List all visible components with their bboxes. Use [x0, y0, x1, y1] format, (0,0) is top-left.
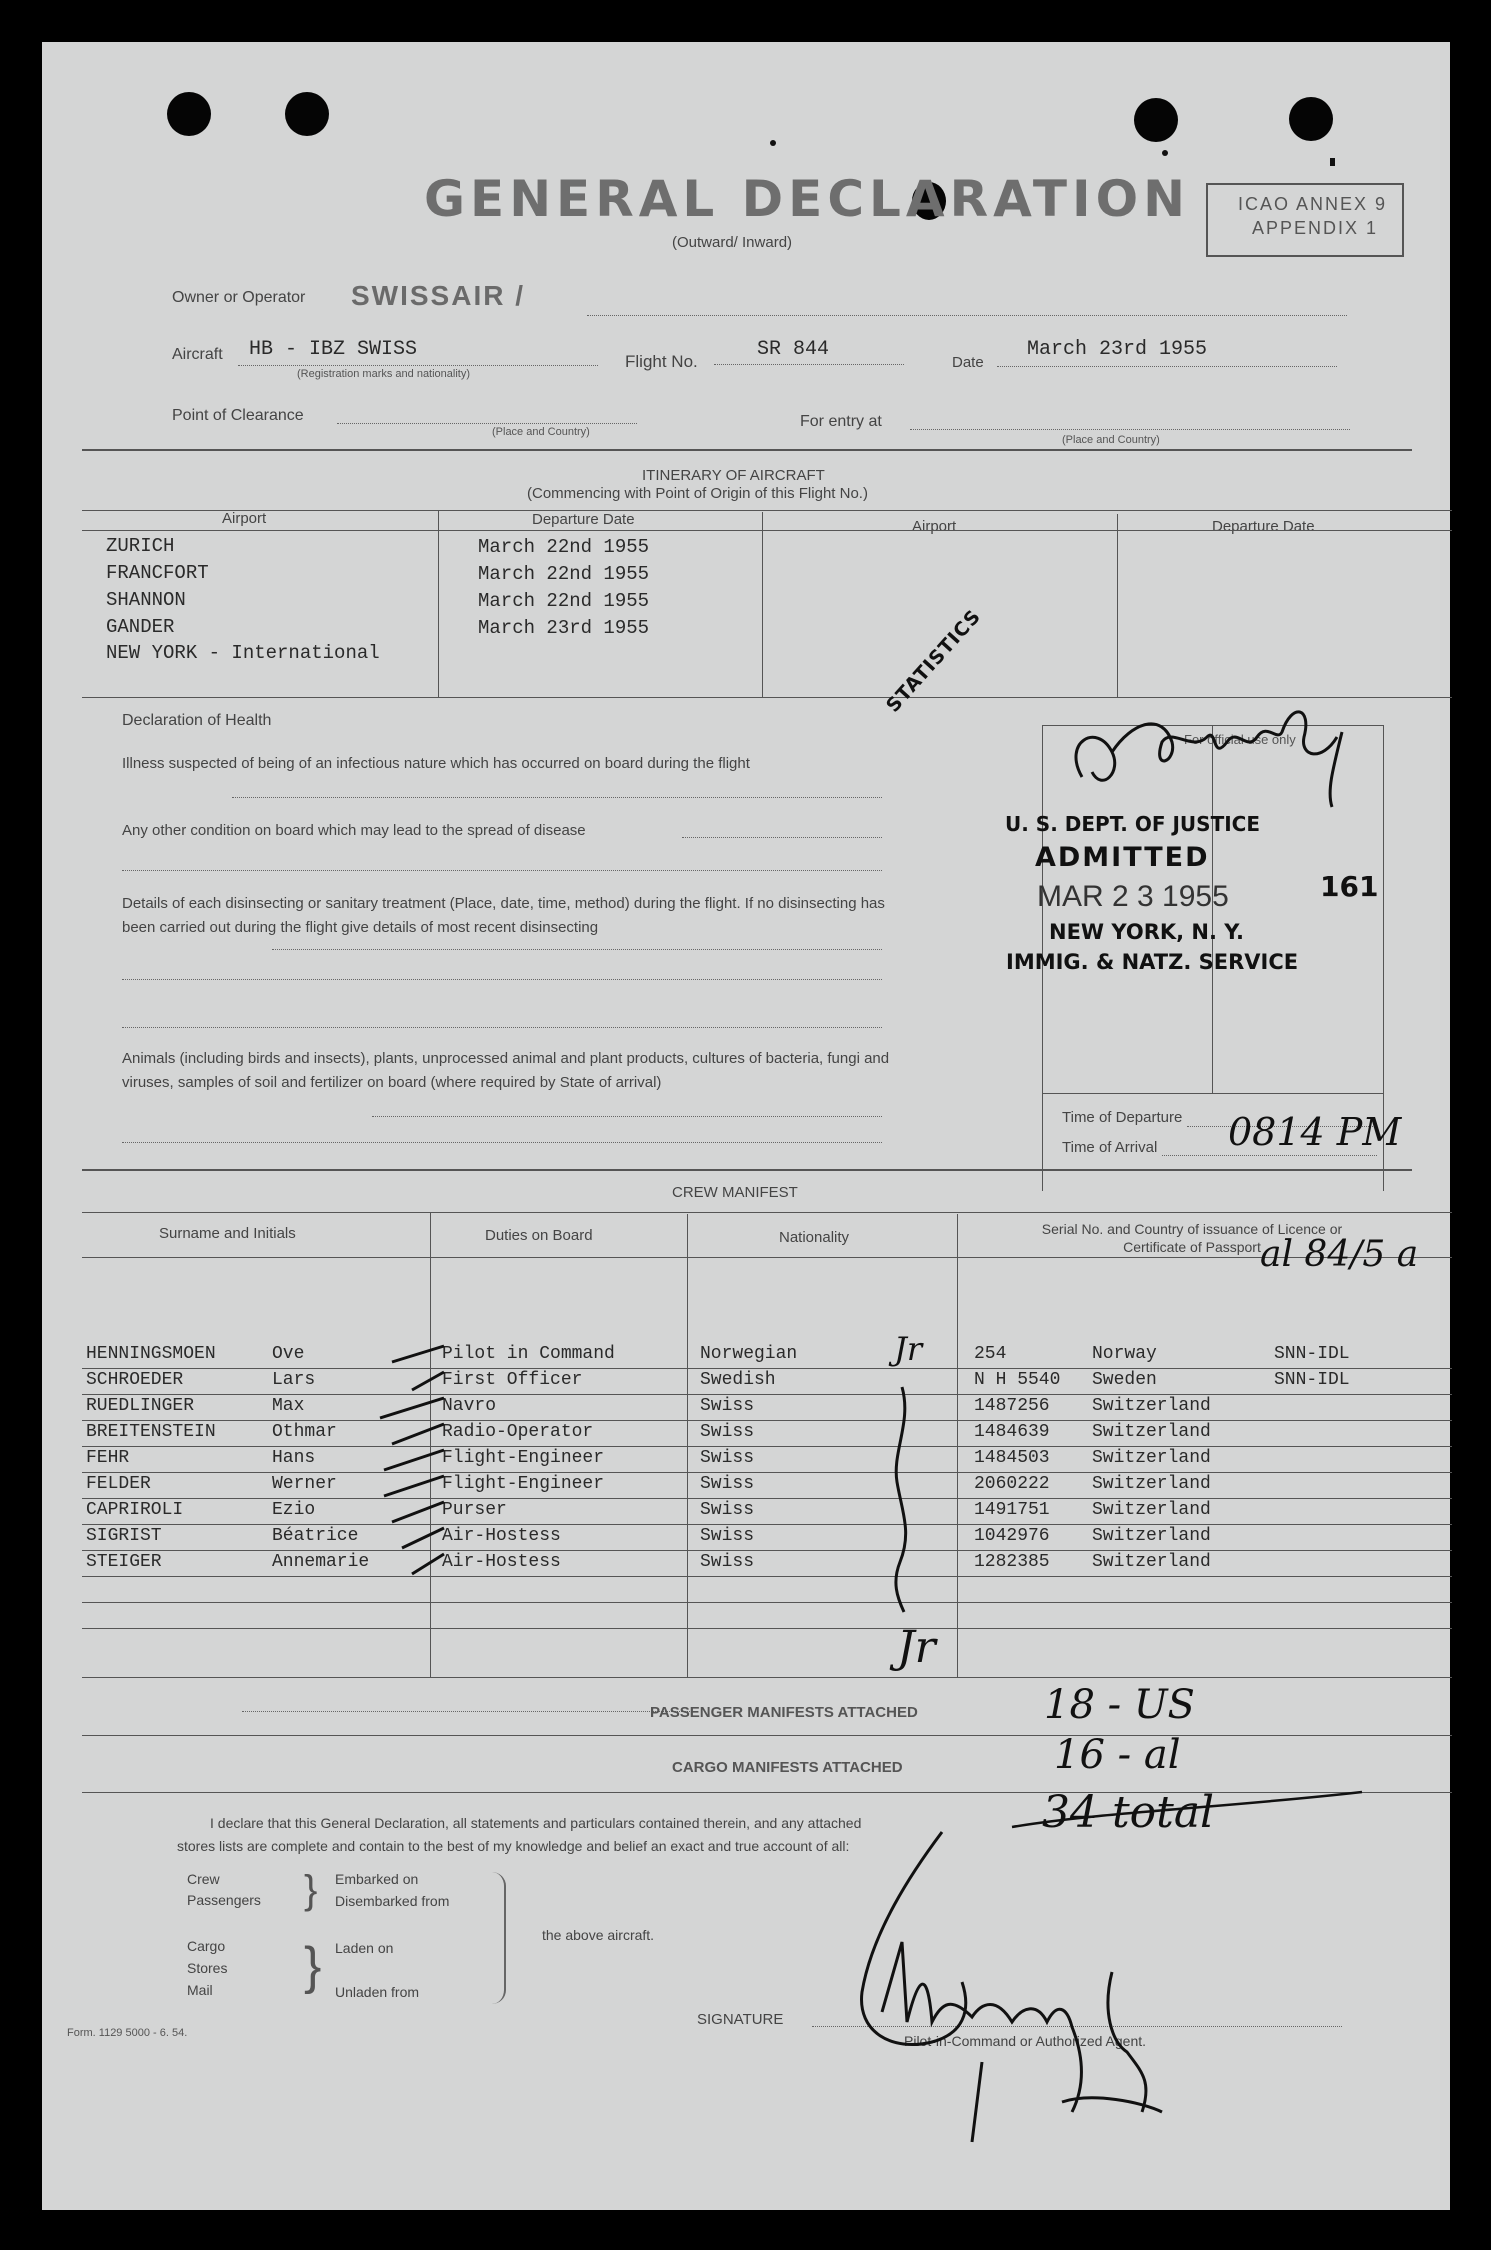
crew-row: [42, 1344, 1450, 1370]
itin-header-date: Departure Date: [532, 511, 635, 528]
admitted-date: MAR 2 3 1955: [1037, 880, 1229, 913]
itinerary-title: ITINERARY OF AIRCRAFT: [642, 467, 825, 484]
crew-country: Switzerland: [1092, 1552, 1211, 1572]
itin-header-date2: Departure Date: [1212, 518, 1315, 535]
crew-surname: CAPRIROLI: [86, 1500, 184, 1520]
itin-header-airport: Airport: [222, 510, 267, 527]
entry-label: For entry at: [800, 413, 882, 430]
health-title: Declaration of Health: [122, 712, 272, 729]
crew-nationality: Swiss: [700, 1500, 755, 1520]
crew-duty: Navro: [442, 1396, 497, 1416]
crew-country: Sweden: [1092, 1370, 1157, 1390]
passenger-manifests-label: PASSENGER MANIFESTS ATTACHED: [650, 1704, 918, 1721]
total-scribble: [1002, 1782, 1372, 1852]
crew-given: Hans: [272, 1448, 316, 1468]
decl-unladen: Unladen from: [335, 1984, 420, 2000]
serial-handwritten-note: al 84/5 a: [1260, 1234, 1419, 1275]
decl-label-stores: Stores: [187, 1960, 228, 1976]
crew-serial: 1491751: [974, 1500, 1050, 1520]
date-label: Date: [952, 354, 984, 371]
annex-line1: ICAO ANNEX 9: [1238, 194, 1388, 214]
total-count-hand: 34 total: [1042, 1787, 1215, 1838]
crew-duty: Air-Hostess: [442, 1526, 561, 1546]
crew-surname: RUEDLINGER: [86, 1396, 195, 1416]
owner-value: SWISSAIR /: [351, 280, 526, 311]
health-q4: Animals (including birds and insects), plants, unprocessed animal and plant products, cultures of bacteria, fungi and viruses, samples of soil and fertilizer on board (where required by State of arrival): [122, 1050, 890, 1091]
crew-nationality: Swiss: [700, 1526, 755, 1546]
crew-serial: 1282385: [974, 1552, 1050, 1572]
punch-hole: [1289, 97, 1333, 141]
form-number: Form. 1129 5000 - 6. 54.: [67, 2027, 188, 2039]
punch-hole: [285, 92, 329, 136]
crew-serial: 2060222: [974, 1474, 1050, 1494]
crew-header-surname: Surname and Initials: [159, 1225, 296, 1242]
aircraft-caption: (Registration marks and nationality): [297, 368, 471, 380]
crew-surname: FEHR: [86, 1448, 130, 1468]
punch-hole: [1134, 98, 1178, 142]
crew-country: Switzerland: [1092, 1396, 1211, 1416]
health-q1: Illness suspected of being of an infectious nature which has occurred on board during the flight: [122, 755, 750, 772]
crew-row: [42, 1552, 1450, 1578]
crew-row: [42, 1396, 1450, 1422]
official-use-label: For official use only: [1184, 732, 1296, 747]
flight-value: SR 844: [757, 338, 830, 361]
date-value: March 23rd 1955: [1027, 338, 1208, 361]
crew-row: [42, 1526, 1450, 1552]
health-q2: Any other condition on board which may lead to the spread of disease: [122, 822, 586, 839]
crew-given: Lars: [272, 1370, 316, 1390]
crew-serial: 1042976: [974, 1526, 1050, 1546]
cargo-manifests-label: CARGO MANIFESTS ATTACHED: [672, 1759, 903, 1776]
arrival-label: Time of Arrival: [1062, 1139, 1158, 1156]
cargo-count-hand: 16 - al: [1054, 1732, 1181, 1778]
crew-row: [42, 1500, 1450, 1526]
page-subtitle: (Outward/ Inward): [672, 234, 793, 251]
crew-duty: First Officer: [442, 1370, 583, 1390]
crew-checkmarks: [372, 1342, 492, 1632]
page-title: GENERAL DECLARATION: [424, 170, 1190, 228]
declaration-line2: stores lists are complete and contain to the best of my knowledge and belief an exact and true account of all:: [177, 1838, 850, 1854]
crew-given: Ove: [272, 1344, 305, 1364]
crew-code: SNN-IDL: [1274, 1370, 1350, 1390]
crew-surname: BREITENSTEIN: [86, 1422, 216, 1442]
pilot-signature: [812, 1812, 1332, 2172]
crew-country: Switzerland: [1092, 1422, 1211, 1442]
decl-aircraft-text: the above aircraft.: [542, 1927, 655, 1943]
crew-given: Ezio: [272, 1500, 316, 1520]
crew-country: Switzerland: [1092, 1474, 1211, 1494]
admitted-city: NEW YORK, N. Y.: [1049, 920, 1245, 944]
crew-initials-top: Jr: [894, 1330, 923, 1368]
crew-title: CREW MANIFEST: [672, 1184, 798, 1201]
itin-airport-4: GANDER: [106, 616, 175, 638]
crew-country: Switzerland: [1092, 1526, 1211, 1546]
crew-serial: 1484639: [974, 1422, 1050, 1442]
signature-caption: Pilot-in-Command or Authorized Agent.: [904, 2033, 1147, 2049]
signature-label: SIGNATURE: [697, 2011, 784, 2028]
admitted-number: 161: [1320, 870, 1379, 903]
crew-given: Othmar: [272, 1422, 337, 1442]
itin-date-1: March 22nd 1955: [478, 536, 650, 558]
aircraft-value: HB - IBZ SWISS: [249, 338, 418, 361]
crew-given: Werner: [272, 1474, 337, 1494]
crew-duty: Air-Hostess: [442, 1552, 561, 1572]
decl-label-crew: Crew: [187, 1871, 220, 1887]
crew-row: [42, 1448, 1450, 1474]
crew-serial: N H 5540: [974, 1370, 1061, 1390]
itin-airport-5: NEW YORK - International: [106, 642, 380, 664]
clearance-label: Point of Clearance: [172, 407, 304, 424]
itinerary-subtitle: (Commencing with Point of Origin of this Flight No.): [527, 485, 868, 502]
crew-rows: [42, 1344, 1450, 1644]
crew-country: Switzerland: [1092, 1500, 1211, 1520]
crew-duty: Pilot in Command: [442, 1344, 615, 1364]
crew-surname: FELDER: [86, 1474, 151, 1494]
crew-row: [42, 1422, 1450, 1448]
crew-nationality: Norwegian: [700, 1344, 798, 1364]
admitted-service: IMMIG. & NATZ. SERVICE: [1006, 950, 1299, 974]
declaration-page: GENERAL DECLARATION (Outward/ Inward) ICAO ANNEX 9 APPENDIX 1 Owner or Operator SWISSAIR / Aircraft HB - IBZ SWISS (Registration marks and nationality) Flight No. SR 844 Date March 23rd 1955 Point of Clearance (Place and Country) For entry at (Place and Country) ITINERARY OF AIRCRAFT (Commencing with Point of Origin of this Flight No.) Airport Departure Date Airport Departure Date ZURICH March 22nd 1955 FRANCFORT March 22nd 1955 SHANNON March 22nd 1955 GANDER March 23rd 1955 NEW YORK - International STATISTICS Declaration of Health Illness suspected of being of an infectious nature which has occurred on board during the flight Any other condition on board which may lead to the spread of disease Details of each disinsecting or sanitary treatment (Place, date, time, method) during the flight. If no disinsecting has been carried out during the flight give details of most recent disinsecting Animals (including birds and insects), plants, unprocessed animal and plant products, cultures of bacteria, fungi and viruses, samples of soil and fertilizer on board (where required by State of arrival) For official use only Time of Departure Time of Arrival 0814 PM U. S. DEPT. OF JUSTICE ADMITTED MAR 2 3 1955 NEW YORK, N. Y. IMMIG. & NATZ. SERVICE 161 CREW MANIFEST Surname and Initials Duties on Board Nationality Serial No. and Country of issuance of Licence or Certificate of Passport HENNINGSMOEN Ove Pilot in Command Norwegian 254 Norway SNN-IDL SCHROEDER Lars First Officer Swedish N H 5540 Sweden SNN-IDL RUEDLINGER Max Navro Swiss 1487256 Switzerland BREITENSTEIN Othmar Radio-Operator Swiss 1484639 Switzerland FEHR Hans Flight-Engineer Swiss 1484503 Switzerland FELDER Werner Flight-Engineer Swiss 2060222 Switzerland CAPRIROLI Ezio Purser Swiss 1491751 Switzerland SIGRIST Béatrice Air-Hostess Swiss 1042976 Switzerland STEIGER Annemarie Air-Hostess Swiss 1282385 Switzerland Jr Jr al 84/5 a PASSENGER MANIFESTS ATTACHED 18 - US CARGO MANIFESTS ATTACHED 16 - al 34 total I declare that this General Declaration, all statements and particulars contained therein, and any attached stores lists are complete and contain to the best of my knowledge and belief an exact and true account of all: Crew Passengers Cargo Stores Mail } } Embarked on Disembarked from Laden on Unladen from the above aircraft. SIGNATURE Pilot-in-Command or Authorized Agent. Form. 1129 5000 - 6. 54.: [42, 42, 1450, 2210]
crew-surname: SIGRIST: [86, 1526, 162, 1546]
passenger-count-hand: 18 - US: [1044, 1682, 1195, 1728]
crew-duty: Purser: [442, 1500, 507, 1520]
decl-label-cargo: Cargo: [187, 1938, 226, 1954]
crew-nationality: Swiss: [700, 1552, 755, 1572]
owner-label: Owner or Operator: [172, 289, 306, 306]
decl-laden: Laden on: [335, 1940, 394, 1956]
crew-surname: HENNINGSMOEN: [86, 1344, 216, 1364]
officer-signature: [1042, 682, 1362, 822]
flight-label: Flight No.: [625, 352, 698, 371]
clearance-caption: (Place and Country): [492, 426, 590, 438]
itin-airport-1: ZURICH: [106, 535, 175, 557]
health-q3: Details of each disinsecting or sanitary treatment (Place, date, time, method) during the flight. If no disinsecting has been carried out during the flight give details of most recent disinsecting: [122, 895, 885, 936]
crew-nationality: Swiss: [700, 1448, 755, 1468]
crew-row: [42, 1370, 1450, 1396]
crew-header-duties: Duties on Board: [485, 1227, 593, 1244]
crew-duty: Flight-Engineer: [442, 1474, 605, 1494]
decl-embarked: Embarked on: [335, 1871, 419, 1887]
admitted-title: ADMITTED: [1035, 842, 1210, 873]
crew-nationality: Swiss: [700, 1422, 755, 1442]
aircraft-label: Aircraft: [172, 346, 223, 363]
itin-airport-2: FRANCFORT: [106, 562, 209, 584]
itin-date-4: March 23rd 1955: [478, 617, 650, 639]
statistics-stamp: STATISTICS: [882, 605, 986, 717]
annex-line2: APPENDIX 1: [1252, 218, 1379, 238]
crew-country: Norway: [1092, 1344, 1157, 1364]
crew-serial: 254: [974, 1344, 1007, 1364]
crew-nationality: Swiss: [700, 1396, 755, 1416]
crew-header-serial: Serial No. and Country of issuance of Licence or Certificate of Passport: [1041, 1221, 1343, 1255]
admitted-dept: U. S. DEPT. OF JUSTICE: [1005, 812, 1260, 836]
crew-serial: 1487256: [974, 1396, 1050, 1416]
crew-duty: Flight-Engineer: [442, 1448, 605, 1468]
crew-bracket: [882, 1382, 942, 1632]
declaration-line1: I declare that this General Declaration, all statements and particulars contained therein, and any attached: [210, 1815, 862, 1831]
crew-initials-bottom: Jr: [897, 1622, 936, 1673]
crew-country: Switzerland: [1092, 1448, 1211, 1468]
decl-disembarked: Disembarked from: [335, 1893, 450, 1909]
crew-nationality: Swedish: [700, 1370, 776, 1390]
departure-label: Time of Departure: [1062, 1109, 1183, 1126]
crew-header-nationality: Nationality: [779, 1229, 850, 1246]
crew-given: Béatrice: [272, 1526, 359, 1546]
arrival-time-handwritten: 0814 PM: [1228, 1110, 1402, 1154]
entry-caption: (Place and Country): [1062, 434, 1160, 446]
punch-hole: [167, 92, 211, 136]
itin-date-2: March 22nd 1955: [478, 563, 650, 585]
crew-given: Annemarie: [272, 1552, 370, 1572]
itin-date-3: March 22nd 1955: [478, 590, 650, 612]
decl-label-mail: Mail: [187, 1982, 213, 1998]
crew-surname: STEIGER: [86, 1552, 162, 1572]
crew-row: [42, 1474, 1450, 1500]
crew-nationality: Swiss: [700, 1474, 755, 1494]
crew-serial: 1484503: [974, 1448, 1050, 1468]
crew-given: Max: [272, 1396, 305, 1416]
itin-header-airport2: Airport: [912, 518, 957, 535]
crew-surname: SCHROEDER: [86, 1370, 184, 1390]
itin-airport-3: SHANNON: [106, 589, 186, 611]
crew-code: SNN-IDL: [1274, 1344, 1350, 1364]
crew-duty: Radio-Operator: [442, 1422, 594, 1442]
decl-label-passengers: Passengers: [187, 1892, 261, 1908]
